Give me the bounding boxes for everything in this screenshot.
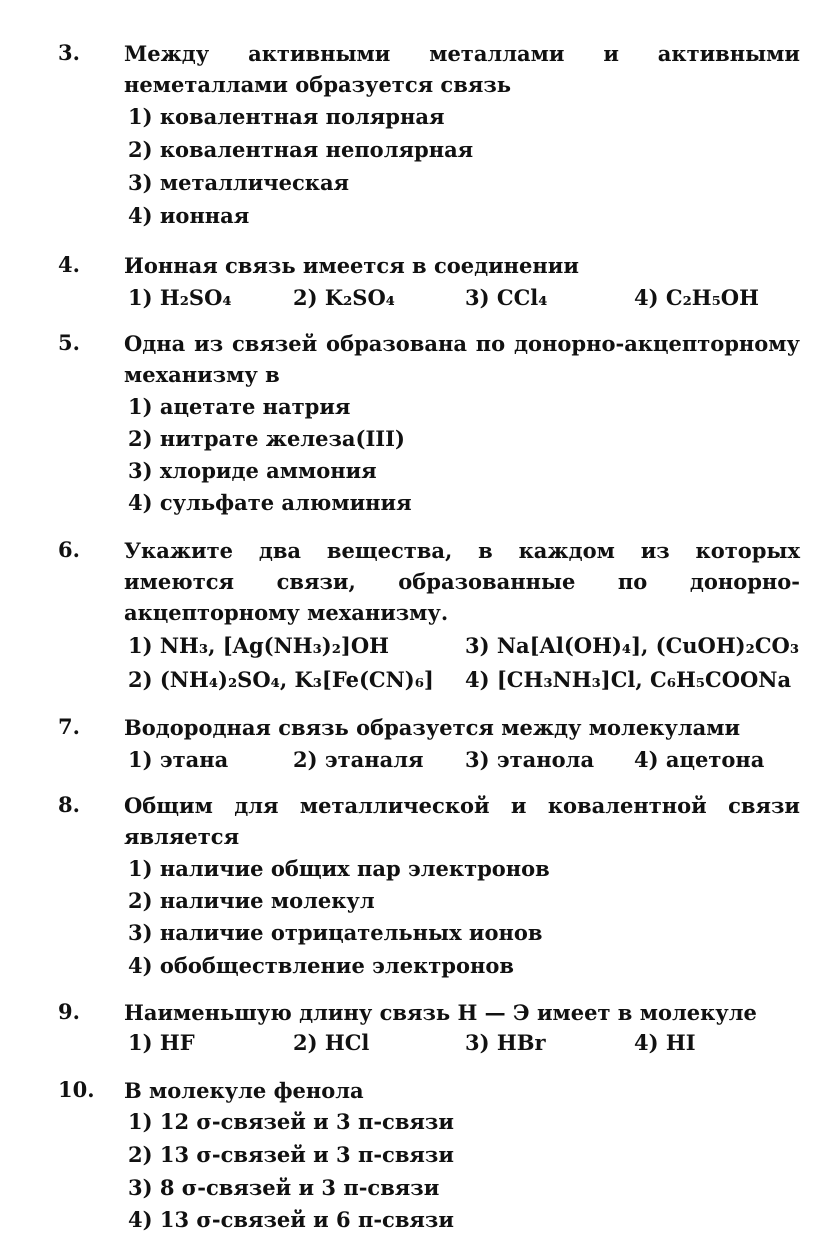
answer-option: 2) ковалентная неполярная (128, 137, 474, 162)
answer-option: 3) 8 σ-связей и 3 π-связи (128, 1175, 440, 1200)
answer-option: 2) этаналя (293, 747, 424, 772)
answer-option: 4) обобществление электронов (128, 953, 514, 978)
question-number: 9. (58, 999, 80, 1024)
question-number: 10. (58, 1077, 95, 1102)
answer-option: 3) CCl₄ (465, 285, 548, 310)
answer-option: 4) 13 σ-связей и 6 π-связи (128, 1207, 454, 1232)
answer-option: 2) (NH₄)₂SO₄, K₃[Fe(CN)₆] (128, 667, 434, 692)
answer-option: 1) ацетате натрия (128, 394, 351, 419)
answer-option: 3) Na[Al(OH)₄], (CuOH)₂CO₃ (465, 633, 800, 658)
question-text: Между активными металлами и активными неметаллами образуется связь (124, 41, 800, 97)
answer-option: 4) C₂H₅OH (634, 285, 759, 310)
question-text: Одна из связей образована по донорно-акцепторному механизму в (124, 331, 800, 387)
question-number: 5. (58, 330, 80, 355)
answer-option: 4) HI (634, 1030, 696, 1055)
question-text: Ионная связь имеется в соединении (124, 253, 579, 278)
answer-option: 1) H₂SO₄ (128, 285, 232, 310)
question-text: Укажите два вещества, в каждом из которых имеются связи, образованные по донорно-акцепторному механизму. (124, 538, 800, 625)
answer-option: 3) хлориде аммония (128, 458, 377, 483)
answer-option: 4) сульфате алюминия (128, 490, 412, 515)
answer-option: 3) металлическая (128, 170, 350, 195)
question-number: 7. (58, 714, 80, 739)
question-number: 3. (58, 40, 80, 65)
answer-option: 1) ковалентная полярная (128, 104, 445, 129)
answer-option: 1) NH₃, [Ag(NH₃)₂]OH (128, 633, 390, 658)
question-number: 4. (58, 252, 80, 277)
answer-option: 2) нитрате железа(III) (128, 426, 405, 451)
question-text: Наименьшую длину связь H — Э имеет в молекуле (124, 1000, 757, 1025)
answer-option: 1) этана (128, 747, 229, 772)
answer-option: 1) наличие общих пар электронов (128, 856, 550, 881)
answer-option: 2) HCl (293, 1030, 370, 1055)
question-number: 8. (58, 792, 80, 817)
answer-option: 3) этанола (465, 747, 595, 772)
answer-option: 3) наличие отрицательных ионов (128, 920, 543, 945)
answer-option: 2) 13 σ-связей и 3 π-связи (128, 1142, 454, 1167)
answer-option: 1) HF (128, 1030, 195, 1055)
question-text: Общим для металлической и ковалентной связи является (124, 793, 800, 849)
question-text: Водородная связь образуется между молекулами (124, 715, 741, 740)
answer-option: 3) HBr (465, 1030, 546, 1055)
answer-option: 2) наличие молекул (128, 888, 375, 913)
question-number: 6. (58, 537, 80, 562)
question-text: В молекуле фенола (124, 1078, 364, 1103)
answer-option: 1) 12 σ-связей и 3 π-связи (128, 1109, 454, 1134)
answer-option: 4) [CH₃NH₃]Cl, C₆H₅COONa (465, 667, 792, 692)
answer-option: 2) K₂SO₄ (293, 285, 395, 310)
answer-option: 4) ионная (128, 203, 250, 228)
answer-option: 4) ацетона (634, 747, 765, 772)
